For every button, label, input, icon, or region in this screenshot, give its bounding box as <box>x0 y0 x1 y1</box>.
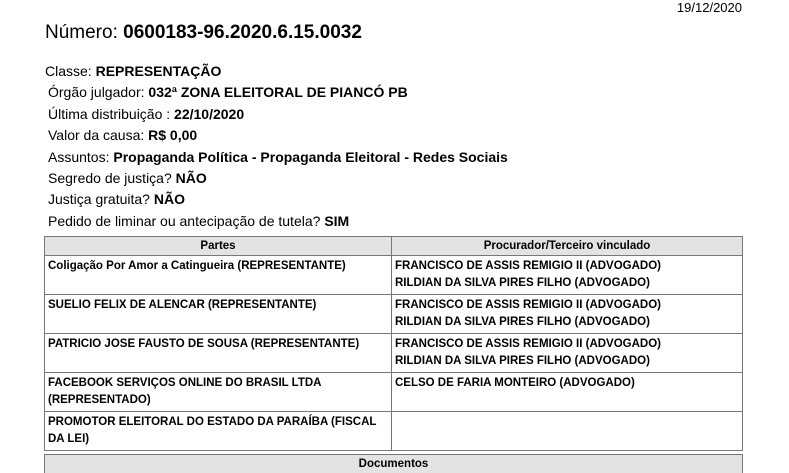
table-header-row <box>45 237 743 256</box>
info-value: NÃO <box>153 191 185 208</box>
process-info <box>45 61 508 232</box>
info-label: Última distribuição : <box>48 105 171 122</box>
table-row <box>45 256 743 295</box>
info-value: 032ª ZONA ELEITORAL DE PIANCÓ PB <box>148 84 408 101</box>
procurador-name: RILDIAN DA SILVA PIRES FILHO (ADVOGADO) <box>395 355 650 367</box>
info-value: SIM <box>324 212 350 229</box>
parte-cell: SUELIO FELIX DE ALENCAR (REPRESENTANTE) <box>45 295 392 334</box>
parte-cell: FACEBOOK SERVIÇOS ONLINE DO BRASIL LTDA (REPRESENTADO) <box>45 373 392 412</box>
info-liminar <box>45 211 508 232</box>
info-label: Assuntos: <box>48 148 110 165</box>
parties-table <box>44 236 743 451</box>
info-distribuicao <box>45 104 508 125</box>
info-valor <box>45 125 508 146</box>
info-label: Justiça gratuita? <box>48 191 150 208</box>
info-value: 22/10/2020 <box>174 105 245 122</box>
info-value: REPRESENTAÇÃO <box>95 63 222 79</box>
info-segredo <box>45 168 508 189</box>
header-partes: Partes <box>45 237 392 256</box>
table-row <box>45 295 743 334</box>
procurador-cell <box>392 295 743 334</box>
parte-cell: PATRICIO JOSE FAUSTO DE SOUSA (REPRESENTANTE) <box>45 334 392 373</box>
procurador-name: RILDIAN DA SILVA PIRES FILHO (ADVOGADO) <box>395 277 650 289</box>
info-label: Pedido de liminar ou antecipação de tutela? <box>48 212 321 229</box>
documentos-header: Documentos <box>44 454 743 473</box>
parte-cell: PROMOTOR ELEITORAL DO ESTADO DA PARAÍBA (FISCAL DA LEI) <box>45 412 392 451</box>
info-label: Órgão julgador: <box>48 84 145 101</box>
process-number <box>45 22 362 44</box>
info-assuntos <box>45 147 508 168</box>
info-orgao <box>45 82 508 103</box>
procurador-name: CELSO DE FARIA MONTEIRO (ADVOGADO) <box>395 377 635 389</box>
info-label: Segredo de justiça? <box>48 170 172 187</box>
info-value: NÃO <box>175 170 207 187</box>
header-procurador: Procurador/Terceiro vinculado <box>392 237 743 256</box>
procurador-cell <box>392 373 743 412</box>
table-row <box>45 373 743 412</box>
info-value: R$ 0,00 <box>148 127 198 144</box>
procurador-name: FRANCISCO DE ASSIS REMIGIO II (ADVOGADO) <box>395 338 662 350</box>
procurador-cell <box>392 334 743 373</box>
info-gratuita <box>45 189 508 210</box>
info-label: Valor da causa: <box>48 127 145 144</box>
process-number-label: Número: <box>45 22 118 43</box>
info-classe <box>45 61 508 82</box>
table-row <box>45 412 743 451</box>
table-row <box>45 334 743 373</box>
procurador-name: FRANCISCO DE ASSIS REMIGIO II (ADVOGADO) <box>395 299 662 311</box>
procurador-cell <box>392 412 743 451</box>
procurador-name: RILDIAN DA SILVA PIRES FILHO (ADVOGADO) <box>395 316 650 328</box>
info-label: Classe: <box>45 63 92 79</box>
info-value: Propaganda Política - Propaganda Eleitoral - Redes Sociais <box>113 148 508 165</box>
procurador-name: FRANCISCO DE ASSIS REMIGIO II (ADVOGADO) <box>395 260 662 272</box>
process-number-value: 0600183-96.2020.6.15.0032 <box>123 22 362 43</box>
procurador-cell <box>392 256 743 295</box>
print-date: 19/12/2020 <box>676 0 742 15</box>
parte-cell: Coligação Por Amor a Catingueira (REPRESENTANTE) <box>45 256 392 295</box>
